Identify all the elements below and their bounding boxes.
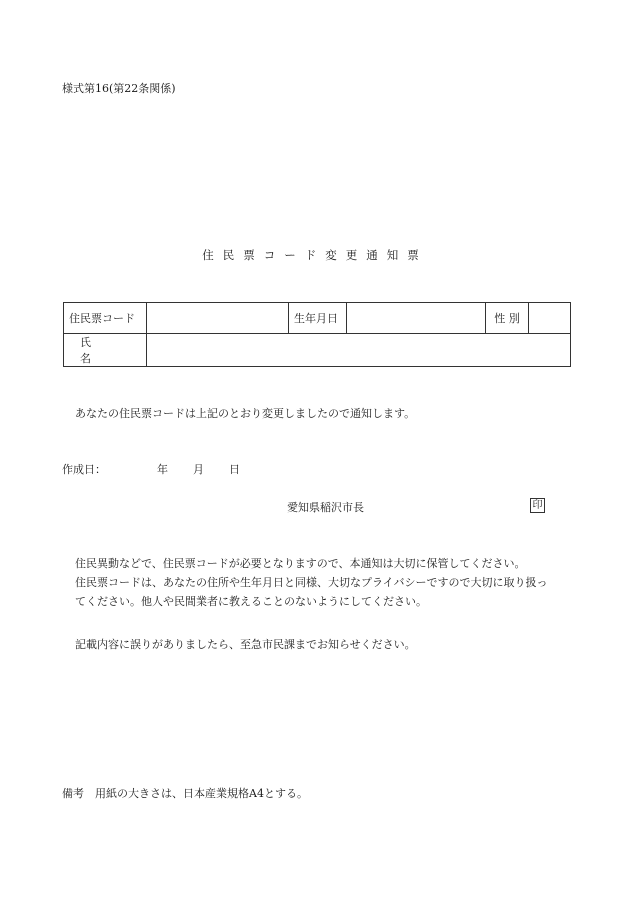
- code-value: [147, 303, 289, 334]
- sex-value: [529, 303, 571, 334]
- date-row: [62, 461, 240, 477]
- document-title: 住民票コード変更通知票: [202, 248, 428, 262]
- birth-value: [347, 303, 486, 334]
- form-number: 様式第16(第22条関係): [62, 82, 176, 95]
- remark-text: 備考 用紙の大きさは、日本産業規格A4とする。: [62, 787, 308, 800]
- paragraph-storage: 住民異動などで、住民票コードが必要となりますので、本通知は大切に保管してください。: [75, 557, 526, 570]
- table-row: [64, 334, 571, 367]
- date-day: 日: [229, 463, 240, 476]
- issuer-name: 愛知県稲沢市長: [287, 501, 364, 514]
- notice-text: あなたの住民票コードは上記のとおり変更しましたので通知します。: [75, 407, 416, 420]
- seal-icon: 印: [530, 498, 545, 513]
- sex-label: 性 別: [486, 303, 529, 334]
- name-value: [147, 334, 571, 367]
- name-label: 氏名: [64, 334, 147, 367]
- date-year: 年: [157, 463, 168, 476]
- date-month: 月: [193, 463, 204, 476]
- paragraph-privacy: 住民票コードは、あなたの住所や生年月日と同様、大切なプライバシーですので大切に取り扱っ: [75, 576, 548, 589]
- birth-label: 生年月日: [289, 303, 347, 334]
- paragraph-contact: 記載内容に誤りがありましたら、至急市民課までお知らせください。: [75, 638, 416, 651]
- code-label: 住民票コード: [64, 303, 147, 334]
- date-label: 作成日：: [62, 463, 106, 476]
- table-row: [64, 303, 571, 334]
- paragraph-privacy-cont: てください。他人や民間業者に教えることのないようにしてください。: [75, 595, 427, 608]
- info-table: [63, 302, 571, 367]
